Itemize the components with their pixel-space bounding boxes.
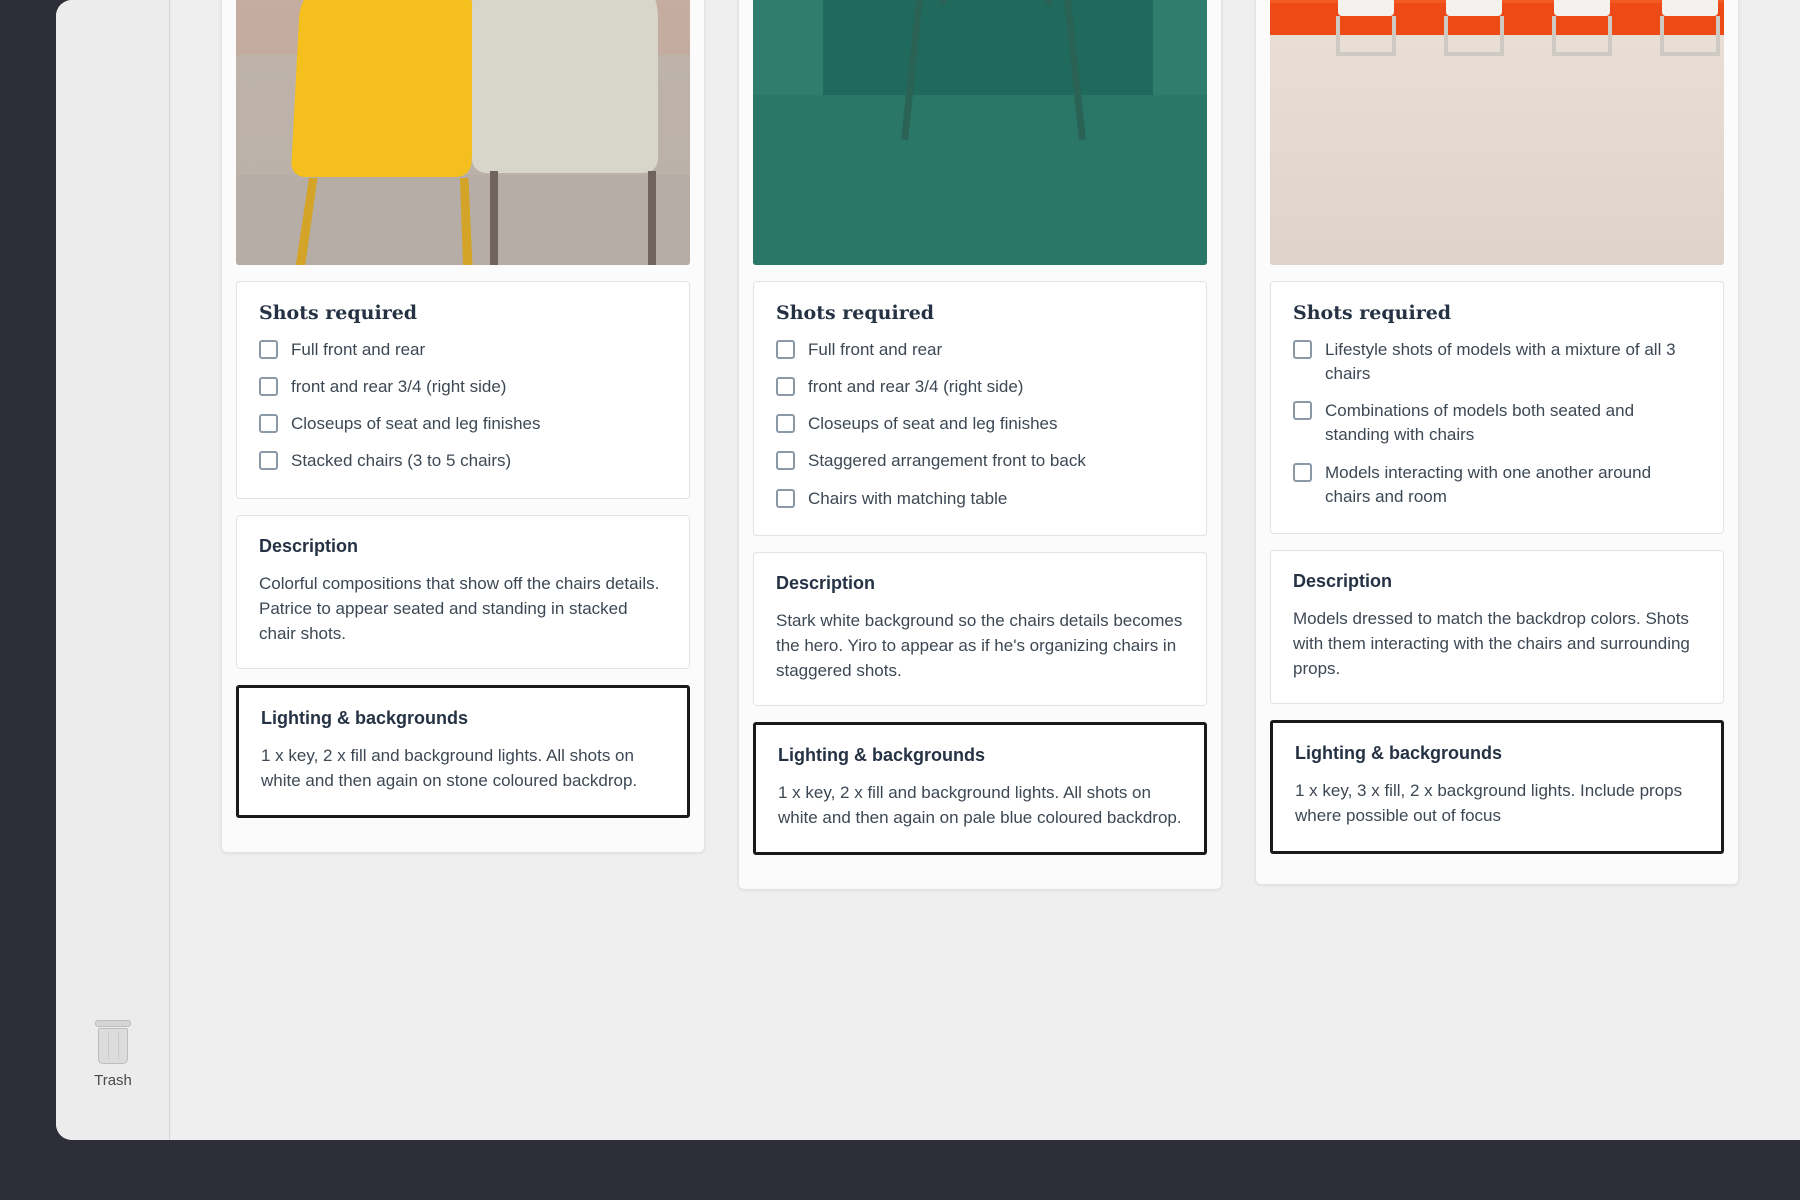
checkbox-icon[interactable] <box>776 451 795 470</box>
checklist-item[interactable] <box>259 375 667 399</box>
checklist-item[interactable] <box>1293 461 1701 509</box>
checkbox-icon[interactable] <box>259 377 278 396</box>
checklist-item[interactable] <box>776 449 1184 473</box>
shots-required-list <box>776 338 1184 511</box>
lighting-text: 1 x key, 2 x fill and background lights. All shots on white and then again on pale blue coloured backdrop. <box>778 783 1182 828</box>
lighting-title: Lighting & backgrounds <box>261 707 468 728</box>
lighting-text: 1 x key, 2 x fill and background lights. All shots on white and then again on stone coloured backdrop. <box>261 745 638 791</box>
checklist-item[interactable] <box>776 375 1184 399</box>
lighting-text: 1 x key, 3 x fill, 2 x background lights. Include props where possible out of focus <box>1295 781 1683 826</box>
description-title: Description <box>1293 570 1393 591</box>
left-rail <box>56 0 170 1140</box>
description-text: Models dressed to match the backdrop colors. Shots with them interacting with the chairs and surrounding props. <box>1293 608 1690 679</box>
checklist-item[interactable] <box>776 412 1184 436</box>
description-card-3 <box>1270 550 1724 704</box>
column-card-1 <box>221 0 705 853</box>
checkbox-icon[interactable] <box>259 414 278 433</box>
shots-required-card-2 <box>753 281 1207 536</box>
checklist-label: Staggered arrangement front to back <box>808 451 1086 471</box>
checkbox-icon[interactable] <box>776 377 795 396</box>
trash-label: Trash <box>94 1072 132 1089</box>
shots-required-card-1 <box>236 281 690 499</box>
checkbox-icon[interactable] <box>776 414 795 433</box>
shots-required-title: Shots required <box>1293 302 1452 324</box>
checklist-label: Stacked chairs (3 to 5 chairs) <box>291 451 512 471</box>
checklist-label: Closeups of seat and leg finishes <box>808 414 1058 434</box>
checkbox-icon[interactable] <box>776 340 795 359</box>
board-column-3[interactable] <box>1255 0 1739 885</box>
checklist-item[interactable] <box>259 449 667 473</box>
description-title: Description <box>776 572 876 593</box>
column-card-3 <box>1255 0 1739 885</box>
checklist-label: Full front and rear <box>808 340 943 359</box>
checklist-item[interactable] <box>259 338 667 362</box>
checklist-label: Models interacting with one another around chairs and room <box>1325 462 1652 506</box>
lighting-backgrounds-card-1[interactable] <box>236 685 690 818</box>
trash-can-icon <box>93 1020 133 1064</box>
checklist-label: Full front and rear <box>291 340 426 359</box>
lighting-title: Lighting & backgrounds <box>1295 743 1502 764</box>
lighting-backgrounds-card-2[interactable] <box>753 722 1207 855</box>
board-column-1[interactable] <box>221 0 705 853</box>
checklist-item[interactable] <box>776 338 1184 362</box>
checkbox-icon[interactable] <box>259 451 278 470</box>
checklist-label: Chairs with matching table <box>808 488 1008 508</box>
shots-required-list <box>1293 338 1701 509</box>
board-column-2[interactable] <box>738 0 1222 890</box>
column-1-photo <box>236 0 690 265</box>
checklist-item[interactable] <box>776 487 1184 511</box>
checklist-item[interactable] <box>1293 399 1701 447</box>
checkbox-icon[interactable] <box>776 489 795 508</box>
description-text: Stark white background so the chairs details becomes the hero. Yiro to appear as if he's organizing chairs in staggered shots. <box>776 610 1183 680</box>
description-card-2 <box>753 552 1207 706</box>
column-2-photo <box>753 0 1207 265</box>
lighting-title: Lighting & backgrounds <box>778 745 985 766</box>
resize-handle[interactable] <box>1715 845 1727 857</box>
checkbox-icon[interactable] <box>1293 463 1312 482</box>
checklist-label: front and rear 3/4 (right side) <box>291 377 507 397</box>
checklist-label: front and rear 3/4 (right side) <box>808 377 1024 397</box>
shots-required-title: Shots required <box>776 302 935 324</box>
shots-required-card-3 <box>1270 281 1724 534</box>
column-card-2 <box>738 0 1222 890</box>
checkbox-icon[interactable] <box>259 340 278 359</box>
description-text: Colorful compositions that show off the chairs details. Patrice to appear seated and standing in stacked chair shots. <box>259 573 660 643</box>
checklist-label: Lifestyle shots of models with a mixture of all 3 chairs <box>1325 340 1676 384</box>
checklist-label: Combinations of models both seated and standing with chairs <box>1325 401 1635 445</box>
checkbox-icon[interactable] <box>1293 340 1312 359</box>
checkbox-icon[interactable] <box>1293 401 1312 420</box>
shots-required-list <box>259 338 667 474</box>
checklist-item[interactable] <box>259 412 667 436</box>
checklist-label: Closeups of seat and leg finishes <box>291 414 541 434</box>
trash-item[interactable] <box>56 1020 170 1089</box>
checklist-item[interactable] <box>1293 338 1701 386</box>
description-title: Description <box>259 535 359 556</box>
app-window <box>56 0 1800 1140</box>
lighting-backgrounds-card-3[interactable] <box>1270 720 1724 853</box>
description-card-1 <box>236 515 690 669</box>
column-3-photo <box>1270 0 1724 265</box>
shots-required-title: Shots required <box>259 302 418 324</box>
